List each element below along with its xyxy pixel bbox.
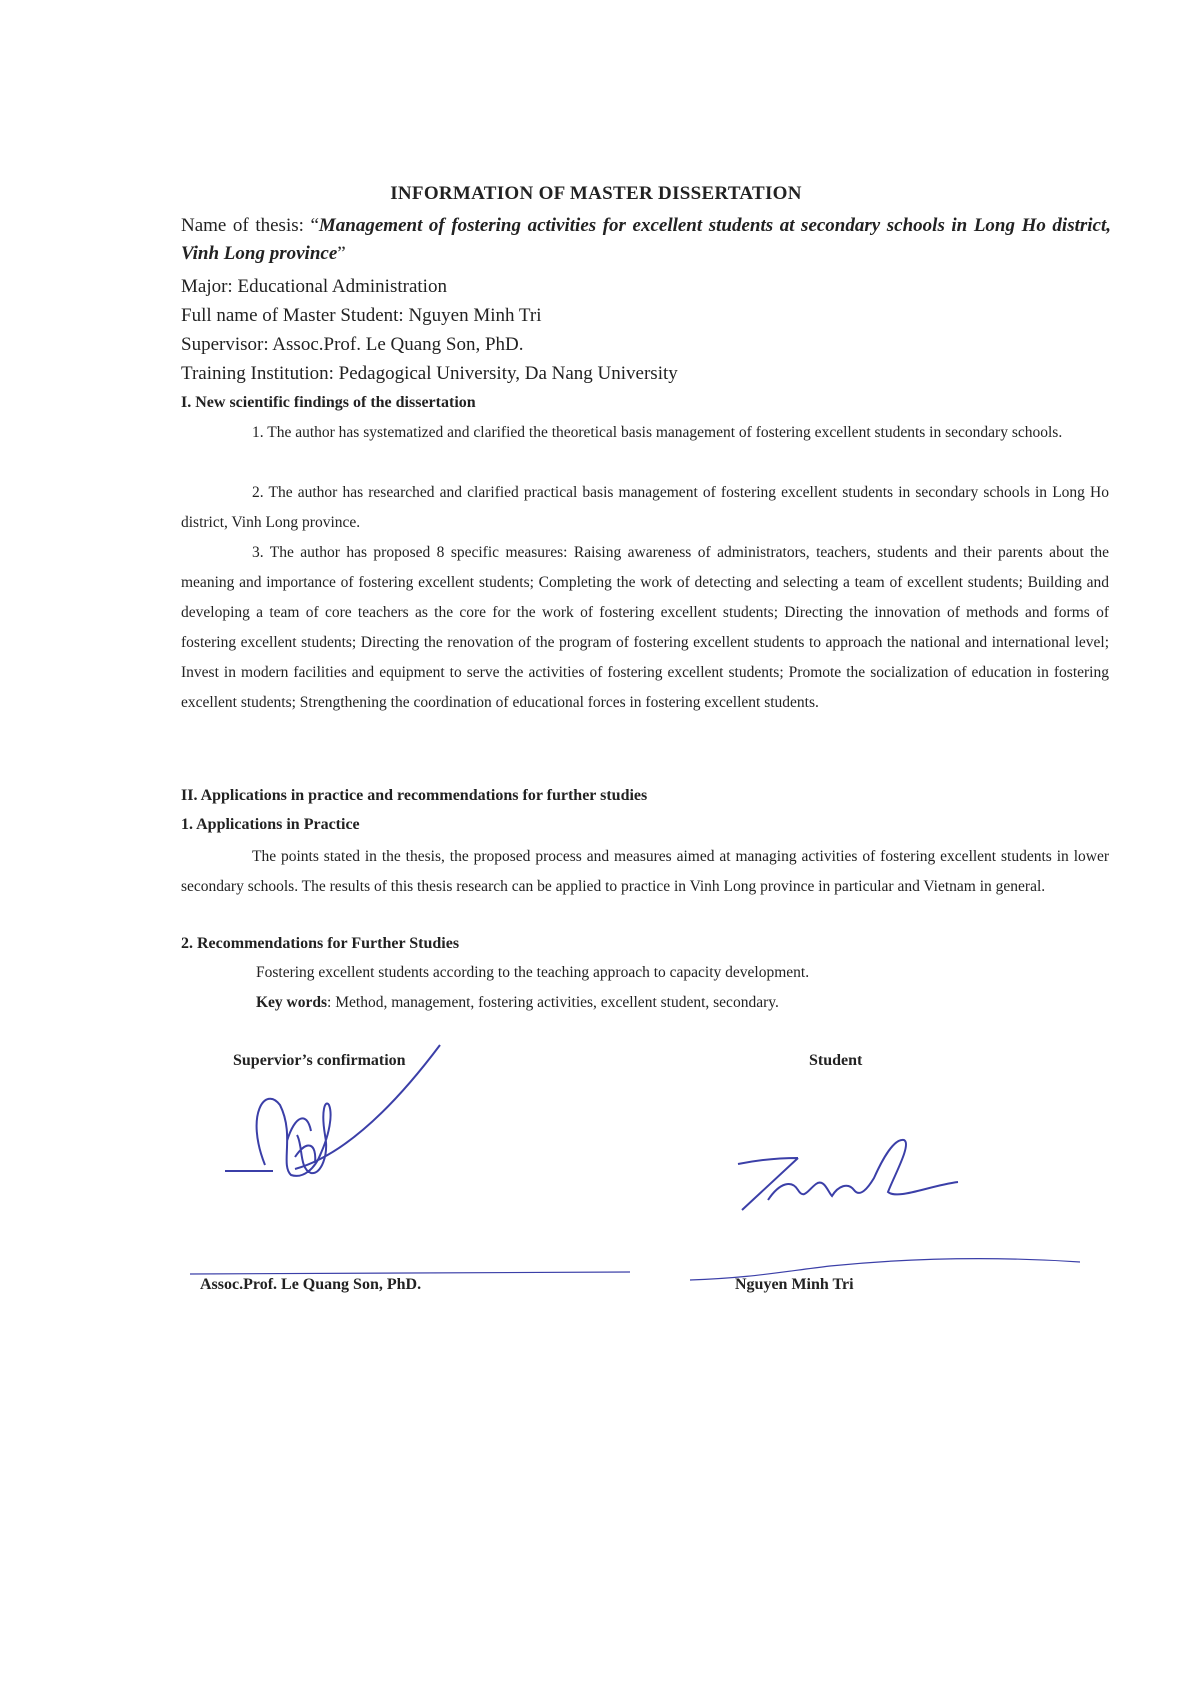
- major-line: Major: Educational Administration: [181, 276, 447, 297]
- sub1-heading: 1. Applications in Practice: [181, 816, 360, 833]
- student-line: Full name of Master Student: Nguyen Minh Tri: [181, 305, 542, 326]
- finding-2: 2. The author has researched and clarified practical basis management of fostering excellent students in secondary schools in Long Ho district, Vinh Long province.: [181, 484, 1109, 531]
- student-name: Nguyen Minh Tri: [735, 1276, 854, 1293]
- keywords-label: Key words: [256, 994, 328, 1011]
- section1-heading: I. New scientific findings of the dissertation: [181, 394, 476, 411]
- keywords-line: [256, 994, 779, 1012]
- thesis-suffix: ”: [337, 243, 346, 264]
- supervisor-line: Supervisor: Assoc.Prof. Le Quang Son, PhD.: [181, 334, 524, 355]
- student-label: Student: [809, 1052, 863, 1069]
- document-title: INFORMATION OF MASTER DISSERTATION: [390, 183, 802, 204]
- student-signature: [728, 1130, 1008, 1210]
- thesis-title: Management of fostering activities for excellent students at secondary schools in Long Ho district, Vinh Long province: [181, 215, 1111, 264]
- supervisor-name: Assoc.Prof. Le Quang Son, PhD.: [200, 1276, 422, 1293]
- thesis-prefix: Name of thesis: “: [181, 215, 319, 236]
- thesis-name: [181, 212, 1111, 268]
- recommendation-text: Fostering excellent students according to the teaching approach to capacity development.: [256, 964, 810, 981]
- applications-text: The points stated in the thesis, the proposed process and measures aimed at managing activities of fostering excellent students in lower secondary schools. The results of this thesis research can be applied to practice in Vinh Long province in particular and Vietnam in general.: [181, 848, 1109, 895]
- keywords-text: : Method, management, fostering activities, excellent student, secondary.: [327, 994, 779, 1011]
- supervisor-confirmation-label: Supervior’s confirmation: [233, 1052, 406, 1069]
- finding-1: 1. The author has systematized and clarified the theoretical basis management of fostering excellent students in secondary schools.: [252, 424, 1063, 441]
- section2-heading: II. Applications in practice and recommendations for further studies: [181, 787, 648, 804]
- institution-line: Training Institution: Pedagogical University, Da Nang University: [181, 363, 678, 384]
- supervisor-signature: [225, 1045, 445, 1180]
- sub2-heading: 2. Recommendations for Further Studies: [181, 935, 460, 952]
- finding-3: 3. The author has proposed 8 specific measures: Raising awareness of administrators, teachers, students and their parents about the meaning and importance of fostering excellent students; Completing the work of detecting and selecting a team of excellent students; Building and developing a team of core teachers as the core for the work of fostering excellent students; Directing the innovation of methods and forms of fostering excellent students; Directing the renovation of the program of fostering excellent students to approach the national and international level; Invest in modern facilities and equipment to serve the activities of fostering excellent students; Promote the socialization of education in fostering excellent students; Strengthening the coordination of educational forces in fostering excellent students.: [181, 544, 1109, 711]
